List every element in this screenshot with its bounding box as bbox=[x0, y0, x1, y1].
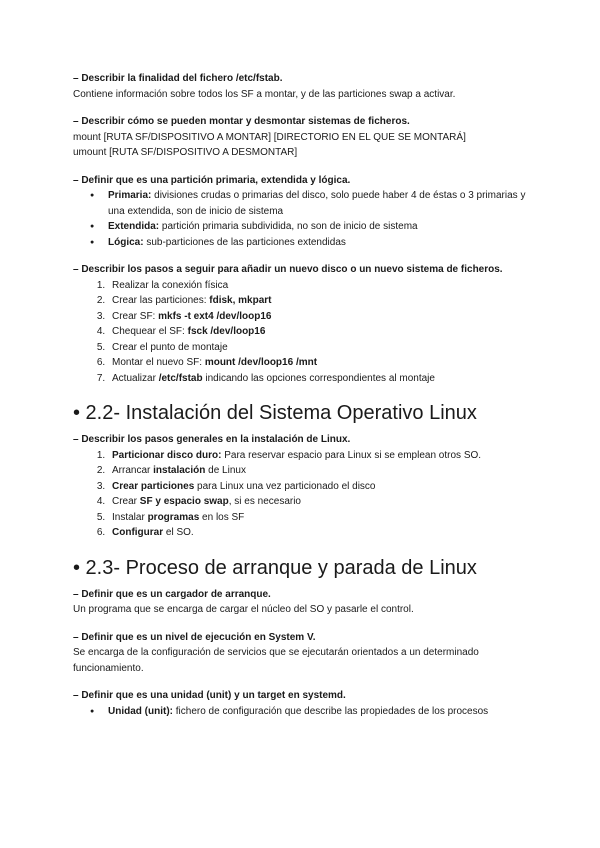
partition-types-list bbox=[73, 188, 533, 250]
definition: sub-particiones de las particiones extendidas bbox=[143, 236, 346, 248]
list-item bbox=[108, 219, 533, 235]
answer-runlevel: Se encarga de la configuración de servicios que se ejecutarán orientados a un determinado funcionamiento. bbox=[73, 647, 479, 674]
term: Primaria: bbox=[108, 190, 152, 201]
definition: partición primaria subdividida, no son de inicio de sistema bbox=[159, 221, 418, 232]
definition: divisiones crudas o primarias del disco, solo puede haber 4 de éstas o 3 primarias y una extendida, son de inicio de sistema bbox=[108, 190, 526, 217]
list-item bbox=[108, 704, 533, 720]
list-item: 3. Crear particiones para Linux una vez particionado el disco bbox=[108, 479, 533, 495]
question-bootloader: – Definir que es un cargador de arranque. bbox=[73, 588, 271, 600]
list-item: 6. Montar el nuevo SF: mount /dev/loop16 /mnt bbox=[108, 355, 533, 371]
answer-bootloader: Un programa que se encarga de cargar el núcleo del SO y pasarle el control. bbox=[73, 604, 414, 615]
list-item bbox=[108, 235, 533, 251]
question-partitions: – Definir que es una partición primaria, extendida y lógica. bbox=[73, 174, 351, 186]
list-item: 4. Chequear el SF: fsck /dev/loop16 bbox=[108, 324, 533, 340]
list-item: 2. Arrancar instalación de Linux bbox=[108, 463, 533, 479]
answer-umount-line: umount [RUTA SF/DISPOSITIVO A DESMONTAR] bbox=[73, 147, 298, 158]
term: Unidad (unit): bbox=[108, 705, 173, 717]
question-install-steps: – Describir los pasos generales en la instalación de Linux. bbox=[73, 434, 351, 445]
list-item: 5. Instalar programas en los SF bbox=[108, 510, 533, 526]
list-item: 7. Actualizar /etc/fstab indicando las opciones correspondientes al montaje bbox=[108, 371, 533, 387]
question-mount: – Describir cómo se pueden montar y desmontar sistemas de ficheros. bbox=[73, 116, 410, 127]
term: Lógica: bbox=[108, 236, 144, 248]
list-item: 1. Realizar la conexión física bbox=[108, 278, 533, 294]
definition: fichero de configuración que describe las propiedades de los procesos bbox=[172, 705, 489, 717]
question-unit-target: – Definir que es una unidad (unit) y un target en systemd. bbox=[73, 690, 346, 701]
question-runlevel: – Definir que es un nivel de ejecución en System V. bbox=[73, 631, 316, 643]
install-steps bbox=[73, 448, 533, 541]
answer-fstab: Contiene información sobre todos los SF a montar, y de las particiones swap a activar. bbox=[73, 88, 456, 100]
list-item bbox=[108, 188, 533, 219]
heading-installation: • 2.2- Instalación del Sistema Operativo Linux bbox=[73, 402, 477, 424]
new-disk-steps bbox=[73, 278, 533, 387]
list-item: 5. Crear el punto de montaje bbox=[108, 340, 533, 356]
list-item: 2. Crear las particiones: fdisk, mkpart bbox=[108, 293, 533, 309]
term: Extendida: bbox=[108, 221, 160, 232]
answer-mount-line: mount [RUTA SF/DISPOSITIVO A MONTAR] [DIRECTORIO EN EL QUE SE MONTARÁ] bbox=[73, 131, 466, 143]
list-item: 3. Crear SF: mkfs -t ext4 /dev/loop16 bbox=[108, 309, 533, 325]
heading-boot-process: • 2.3- Proceso de arranque y parada de Linux bbox=[73, 556, 477, 579]
list-item: 6. Configurar el SO. bbox=[108, 525, 533, 541]
question-fstab: – Describir la finalidad del fichero /etc/fstab. bbox=[73, 73, 283, 84]
unit-target-list bbox=[73, 704, 533, 720]
list-item: 1. Particionar disco duro: Para reservar espacio para Linux si se emplean otros SO. bbox=[108, 448, 533, 464]
document-content bbox=[73, 71, 533, 719]
question-new-disk: – Describir los pasos a seguir para añadir un nuevo disco o un nuevo sistema de ficheros. bbox=[73, 264, 503, 275]
list-item: 4. Crear SF y espacio swap, si es necesario bbox=[108, 494, 533, 510]
